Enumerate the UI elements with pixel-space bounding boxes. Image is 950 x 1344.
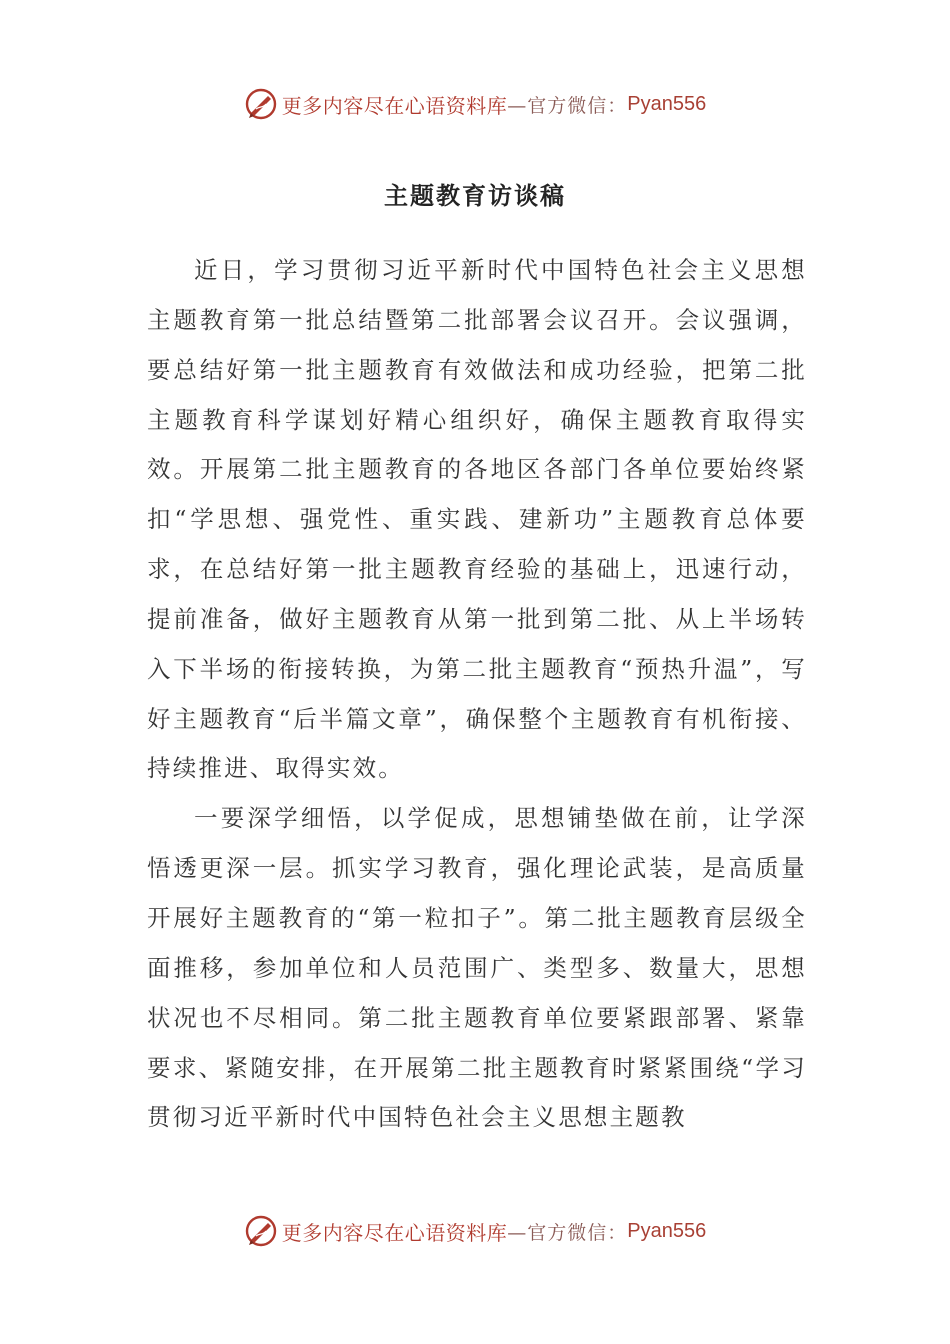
banner-wechat-id: Pyan556 [627,92,707,115]
banner-wechat-label: —官方微信： [507,94,628,117]
banner-slogan: 更多内容尽在心语资料库 [281,1220,508,1245]
banner-wechat-id: Pyan556 [627,1219,707,1242]
footer-banner [0,1211,950,1251]
document-title: 主题教育访谈稿 [384,181,566,210]
banner-wechat-label: —官方微信： [507,1221,628,1244]
paragraph-1: 近日，学习贯彻习近平新时代中国特色社会主义思想主题教育第一批总结暨第二批部署会议召开。会议强调，要总结好第一批主题教育有效做法和成功经验，把第二批主题教育科学谋划好精心组织好，确保主题教育取得实效。开展第二批主题教育的各地区各部门各单位要始终紧扣“学思想、强党性、重实践、建新功”主题教育总体要求，在总结好第一批主题教育经验的基础上，迅速行动，提前准备，做好主题教育从第一批到第二批、从上半场转入下半场的衔接转换，为第二批主题教育“预热升温”，写好主题教育“后半篇文章”，确保整个主题教育有机衔接、持续推进、取得实效。 [147,256,807,783]
banner-slogan: 更多内容尽在心语资料库 [281,93,508,118]
document-body [147,246,807,1143]
pen-logo-icon [244,87,278,121]
header-banner [0,84,950,124]
pen-logo-icon [244,1214,278,1248]
paragraph-2: 一要深学细悟，以学促成，思想铺垫做在前，让学深悟透更深一层。抓实学习教育，强化理论武装，是高质量开展好主题教育的“第一粒扣子”。第二批主题教育层级全面推移，参加单位和人员范围广、类型多、数量大，思想状况也不尽相同。第二批主题教育单位要紧跟部署、紧靠要求、紧随安排，在开展第二批主题教育时紧紧围绕“学习贯彻习近平新时代中国特色社会主义思想主题教 [147,804,807,1132]
